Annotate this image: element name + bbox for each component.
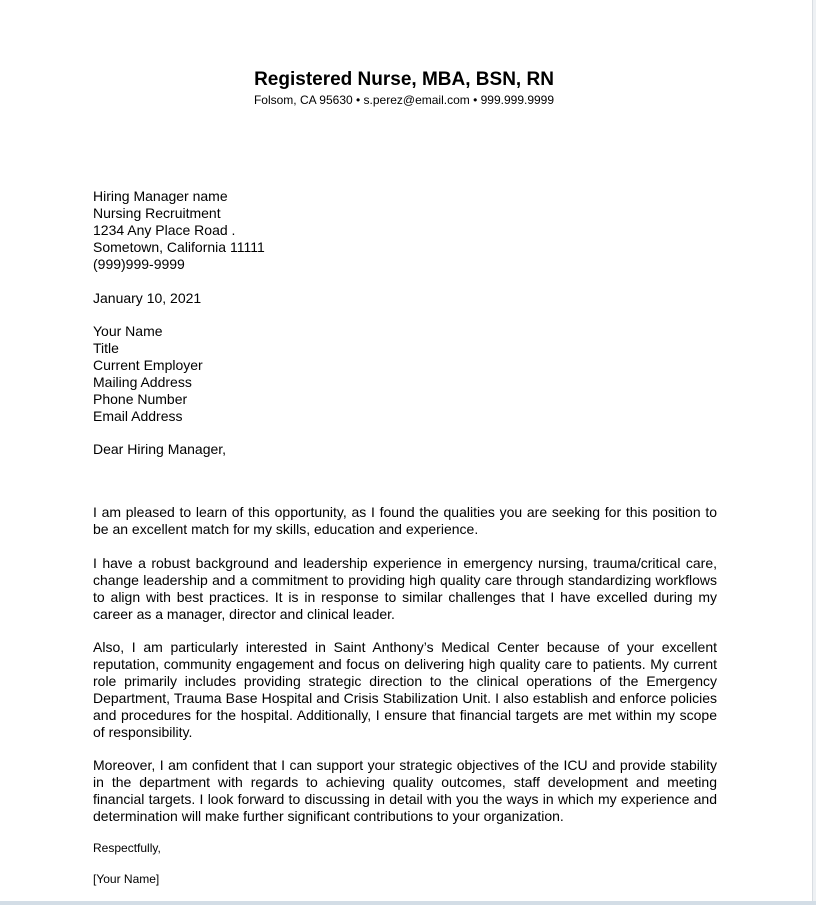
recipient-line: Nursing Recruitment — [93, 205, 221, 221]
recipient-address — [93, 188, 717, 273]
sender-line: Phone Number — [93, 391, 188, 407]
sender-line: Your Name — [93, 323, 163, 339]
body-paragraph-2: I have a robust background and leadership experience in emergency nursing, trauma/critical care, change leadership and a commitment to providing high quality care through standardizing workflows to align with best practices. It is in response to similar challenges that I have excelled during my career as a manager, director and clinical leader. — [93, 555, 717, 622]
salutation: Dear Hiring Manager, — [93, 441, 227, 457]
header-name: Registered Nurse, MBA, BSN, RN — [254, 69, 554, 90]
signature: [Your Name] — [93, 872, 160, 886]
recipient-line: Sometown, California 11111 — [93, 239, 265, 255]
recipient-line: Hiring Manager name — [93, 188, 228, 204]
sender-info — [93, 323, 717, 425]
recipient-line: 1234 Any Place Road . — [93, 222, 236, 238]
sender-line: Current Employer — [93, 357, 203, 373]
sender-line: Title — [93, 340, 119, 356]
recipient-line: (999)999-9999 — [93, 256, 185, 272]
body-paragraph-4: Moreover, I am confident that I can support your strategic objectives of the ICU and provide stability in the department with regards to achieving quality outcomes, staff development and meeting financial targets. I look forward to discussing in detail with you the ways in which my experience and determination will make further significant contributions to your organization. — [93, 757, 717, 824]
body-paragraph-3: Also, I am particularly interested in Saint Anthony’s Medical Center because of your excellent reputation, community engagement and focus on delivering high quality care to patients. My current role primarily includes providing strategic direction to the clinical operations of the Emergency Department, Trauma Base Hospital and Crisis Stabilization Unit. I also establish and enforce policies and procedures for the hospital. Additionally, I ensure that financial targets are met within my scope of responsibility. — [93, 639, 717, 740]
letter-date: January 10, 2021 — [93, 290, 202, 306]
body-paragraph-1: I am pleased to learn of this opportunity, as I found the qualities you are seeking for this position to be an excellent match for my skills, education and experience. — [93, 504, 717, 537]
sender-line: Email Address — [93, 408, 183, 424]
page-bottom-edge — [0, 901, 816, 905]
closing: Respectfully, — [93, 841, 161, 855]
header-contact: Folsom, CA 95630 • s.perez@email.com • 999.999.9999 — [253, 93, 555, 107]
sender-line: Mailing Address — [93, 374, 192, 390]
